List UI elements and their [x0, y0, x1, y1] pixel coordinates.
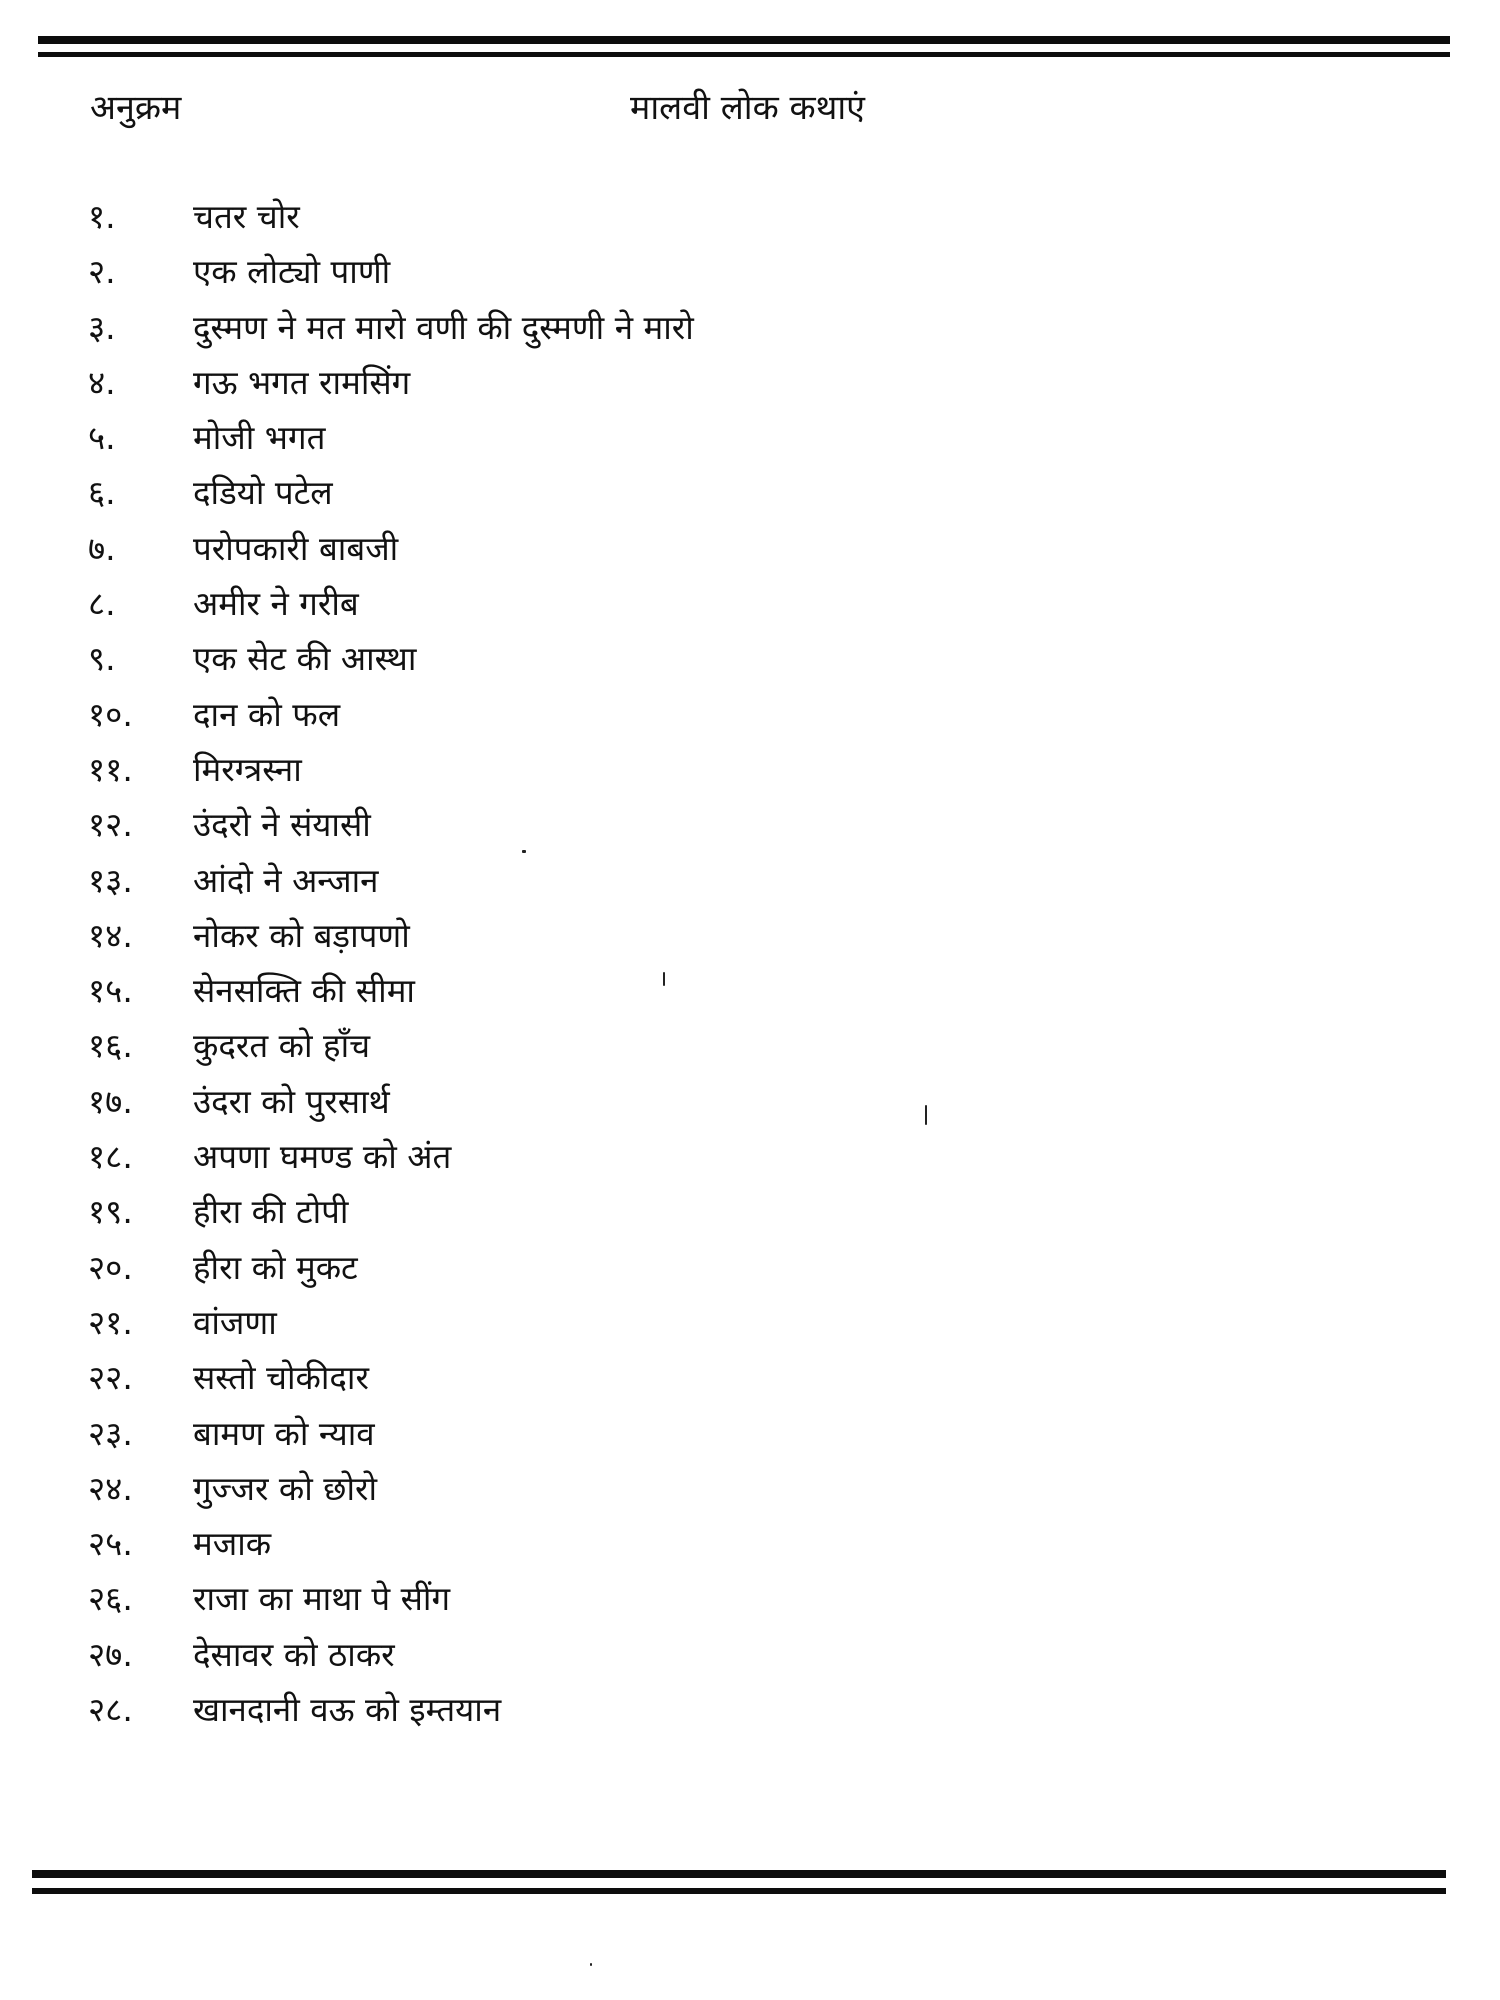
toc-item [0, 1356, 1500, 1411]
toc-title: उंदरो ने संयासी [193, 805, 371, 845]
top-rule-thin [38, 52, 1450, 57]
toc-item [0, 195, 1500, 250]
toc-number: २७. [88, 1634, 133, 1674]
toc-number: ४. [88, 362, 116, 402]
toc-item [0, 250, 1500, 305]
toc-item [0, 914, 1500, 969]
toc-number: १०. [88, 694, 133, 734]
toc-number: १. [88, 197, 116, 236]
scan-speck [522, 850, 526, 853]
toc-item [0, 1467, 1500, 1522]
toc-item [0, 748, 1500, 803]
toc-item [0, 1190, 1500, 1245]
toc-title: मजाक [193, 1524, 272, 1564]
toc-number: ९. [88, 639, 116, 679]
scan-speck [663, 972, 665, 986]
toc-title: बामण को न्याव [193, 1413, 375, 1453]
toc-item [0, 1246, 1500, 1301]
toc-number: २१. [88, 1302, 133, 1342]
toc-item [0, 416, 1500, 471]
toc-title: हीरा की टोपी [193, 1192, 349, 1232]
toc-title: मिरग्त्रस्ना [193, 749, 302, 789]
toc-title: कुदरत को हाँच [193, 1026, 371, 1066]
toc-number: १६. [88, 1026, 133, 1066]
toc-item [0, 1135, 1500, 1190]
toc-title: गुज्जर को छोरो [193, 1468, 378, 1508]
toc-title: एक सेट की आस्था [193, 639, 417, 679]
toc-title: देसावर को ठाकर [193, 1634, 395, 1674]
toc-item [0, 1688, 1500, 1743]
toc-item [0, 1301, 1500, 1356]
toc-title: दडियो पटेल [193, 473, 333, 513]
toc-number: २३. [88, 1413, 133, 1453]
toc-number: १४. [88, 915, 133, 955]
toc-item [0, 1633, 1500, 1688]
toc-title: सस्तो चोकीदार [193, 1358, 369, 1398]
top-rule-thick [38, 36, 1450, 44]
scan-speck [925, 1105, 927, 1125]
toc-title: वांजणा [193, 1302, 277, 1342]
toc-number: २२. [88, 1358, 133, 1398]
toc-number: २८. [88, 1690, 133, 1730]
toc-item [0, 306, 1500, 361]
toc-number: २०. [88, 1247, 133, 1287]
toc-number: १९. [88, 1192, 133, 1232]
toc-number: ३. [88, 307, 116, 347]
toc-item [0, 527, 1500, 582]
toc-title: परोपकारी बाबजी [193, 528, 399, 568]
bottom-rule-thick [32, 1870, 1446, 1878]
toc-number: १३. [88, 860, 133, 900]
toc-title: सेनसक्ति की सीमा [193, 971, 415, 1011]
toc-title: दान को फल [193, 694, 341, 734]
toc-number: ८. [88, 584, 116, 624]
toc-number: ६. [88, 473, 116, 513]
toc-item [0, 803, 1500, 858]
toc-title: खानदानी वऊ को इम्तयान [193, 1690, 502, 1730]
toc-number: २४. [88, 1468, 133, 1508]
toc-number: ७. [88, 528, 116, 568]
toc-item [0, 693, 1500, 748]
toc-item [0, 361, 1500, 416]
toc-number: १२. [88, 805, 133, 845]
toc-number: ५. [88, 418, 116, 458]
toc-number: १५. [88, 971, 133, 1011]
toc-title: अमीर ने गरीब [193, 584, 359, 624]
toc-title: उंदरा को पुरसार्थ [193, 1081, 390, 1121]
scan-speck [590, 1963, 592, 1966]
toc-number: २. [88, 252, 116, 292]
toc-title: राजा का माथा पे सींग [193, 1579, 451, 1619]
toc-item [0, 582, 1500, 637]
toc-number: २५. [88, 1524, 133, 1564]
toc-title: अपणा घमण्ड को अंत [193, 1137, 452, 1177]
toc-item [0, 471, 1500, 526]
toc-title: आंदो ने अन्जान [193, 860, 379, 900]
toc-item [0, 1080, 1500, 1135]
bottom-rule-thin [32, 1888, 1446, 1894]
toc-list [0, 195, 1500, 1743]
toc-title: मोजी भगत [193, 418, 326, 458]
toc-title: एक लोट्यो पाणी [193, 252, 391, 292]
toc-number: ११. [88, 749, 133, 789]
toc-title: दुस्मण ने मत मारो वणी की दुस्मणी ने मारो [193, 307, 694, 347]
toc-item [0, 1522, 1500, 1577]
toc-item [0, 859, 1500, 914]
toc-title: गऊ भगत रामसिंग [193, 362, 411, 402]
index-heading: अनुक्रम [90, 88, 182, 128]
toc-item [0, 969, 1500, 1024]
toc-number: २६. [88, 1579, 133, 1619]
toc-item [0, 1412, 1500, 1467]
toc-item [0, 1024, 1500, 1079]
toc-item [0, 1577, 1500, 1632]
toc-title: नोकर को बड़ापणो [193, 915, 410, 955]
toc-number: १८. [88, 1137, 133, 1177]
toc-title: हीरा को मुकट [193, 1247, 358, 1287]
toc-title: चतर चोर [193, 197, 300, 236]
toc-item [0, 637, 1500, 692]
toc-number: १७. [88, 1081, 133, 1121]
book-title: मालवी लोक कथाएं [630, 88, 865, 128]
